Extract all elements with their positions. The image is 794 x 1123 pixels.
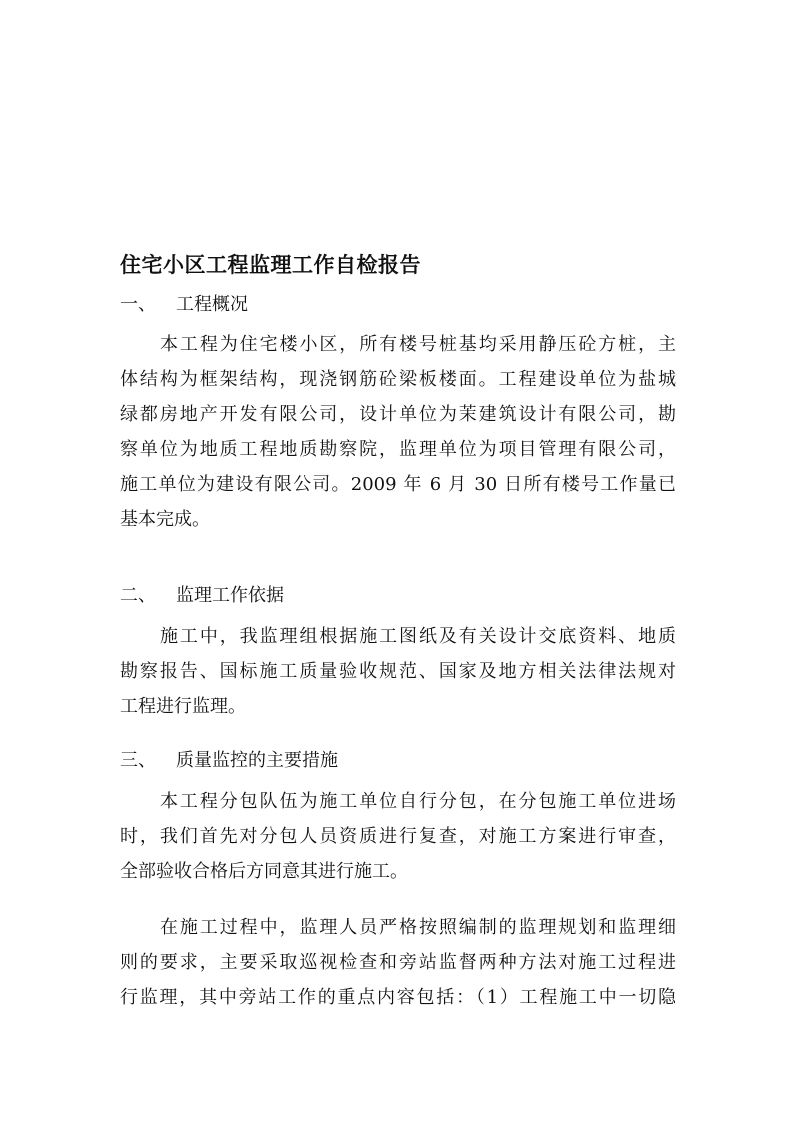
section-1-paragraph-1 [120, 327, 676, 537]
section-3-title: 质量监控的主要措施 [176, 750, 338, 771]
section-1-heading [120, 290, 248, 320]
paragraph-line: 施工中，我监理组根据施工图纸及有关设计交底资料、地质 [160, 626, 676, 647]
paragraph-line: 工程进行监理。 [120, 696, 246, 717]
paragraph-line: 本工程为住宅楼小区，所有楼号桩基均采用静压砼方桩，主 [160, 334, 676, 355]
section-3-paragraph-1 [120, 784, 676, 889]
paragraph-line: 全部验收合格后方同意其进行施工。 [120, 861, 408, 882]
section-3-number: 三、 [120, 750, 156, 771]
paragraph-line: 察单位为地质工程地质勘察院，监理单位为项目管理有限公司， [120, 439, 676, 460]
paragraph-line: 本工程分包队伍为施工单位自行分包，在分包施工单位进场 [160, 791, 676, 812]
paragraph-line: 基本完成。 [120, 509, 210, 530]
paragraph-line: 在施工过程中，监理人员严格按照编制的监理规划和监理细 [160, 917, 676, 938]
section-1-number: 一、 [120, 294, 156, 315]
paragraph-line: 则的要求，主要采取巡视检查和旁站监督两种方法对施工过程进 [120, 952, 676, 973]
section-2-paragraph-1 [120, 619, 676, 724]
section-2-heading [120, 581, 284, 611]
section-2-title: 监理工作依据 [176, 585, 284, 606]
section-2-number: 二、 [120, 585, 156, 606]
section-3-heading [120, 746, 338, 776]
paragraph-line: 勘察报告、国标施工质量验收规范、国家及地方相关法律法规对 [120, 661, 676, 682]
section-3-paragraph-2 [120, 910, 676, 1015]
paragraph-line: 时，我们首先对分包人员资质进行复查，对施工方案进行审查， [120, 826, 676, 847]
section-1-title: 工程概况 [176, 294, 248, 315]
paragraph-line: 施工单位为建设有限公司。2009 年 6 月 30 日所有楼号工作量已 [120, 474, 676, 495]
paragraph-line: 体结构为框架结构，现浇钢筋砼梁板楼面。工程建设单位为盐城 [120, 369, 676, 390]
document-title: 住宅小区工程监理工作自检报告 [120, 252, 421, 277]
paragraph-line: 行监理，其中旁站工作的重点内容包括：（1）工程施工中一切隐 [120, 987, 676, 1008]
paragraph-line: 绿都房地产开发有限公司，设计单位为茉建筑设计有限公司，勘 [120, 404, 676, 425]
